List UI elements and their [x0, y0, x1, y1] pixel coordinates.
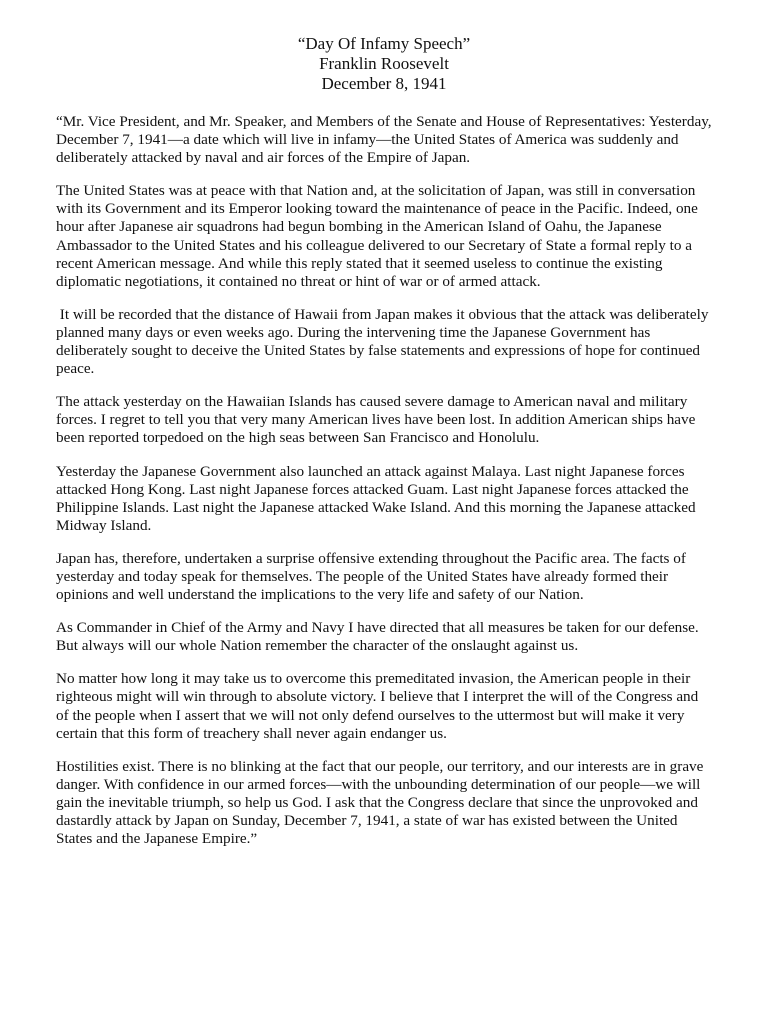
speech-body: [56, 113, 712, 848]
paragraph-1: “Mr. Vice President, and Mr. Speaker, and Members of the Senate and House of Representatives: Yesterday, December 7, 1941—a date which will live in infamy—the United States of America was suddenly and deliberately attacked by naval and air forces of the Empire of Japan.: [56, 113, 712, 167]
document-title: “Day Of Infamy Speech”: [297, 34, 471, 53]
document-date: December 8, 1941: [321, 74, 447, 93]
paragraph-4: The attack yesterday on the Hawaiian Islands has caused severe damage to American naval and military forces. I regret to tell you that very many American lives have been lost. In addition American ships have been reported torpedoed on the high seas between San Francisco and Honolulu.: [56, 393, 696, 447]
paragraph-2: The United States was at peace with that Nation and, at the solicitation of Japan, was still in conversation with its Government and its Emperor looking toward the maintenance of peace in the Pacific. Indeed, one hour after Japanese air squadrons had begun bombing in the American Island of Oahu, the Japanese Ambassador to the United States and his colleague delivered to our Secretary of State a formal reply to a recent American message. And while this reply stated that it seemed useless to continue the existing diplomatic negotiations, it contained no threat or hint of war or of armed attack.: [56, 182, 698, 290]
document-author: Franklin Roosevelt: [319, 54, 449, 73]
paragraph-7: As Commander in Chief of the Army and Navy I have directed that all measures be taken for our defense. But always will our whole Nation remember the character of the onslaught against us.: [56, 619, 699, 655]
paragraph-6: Japan has, therefore, undertaken a surprise offensive extending throughout the Pacific area. The facts of yesterday and today speak for themselves. The people of the United States have already formed their opinions and well understand the implications to the very life and safety of our Nation.: [56, 549, 686, 604]
paragraph-8: No matter how long it may take us to overcome this premeditated invasion, the American people in their righteous might will win through to absolute victory. I believe that I interpret the will of the Congress and of the people when I assert that we will not only defend ourselves to the uttermost but will make it very certain that this form of treachery shall never again endanger us.: [56, 670, 699, 742]
paragraph-5: Yesterday the Japanese Government also launched an attack against Malaya. Last night Japanese forces attacked Hong Kong. Last night Japanese forces attacked Guam. Last night Japanese forces attacked the Philippine Islands. Last night the Japanese attacked Wake Island. And this morning the Japanese attacked Midway Island.: [56, 462, 696, 534]
paragraph-9: Hostilities exist. There is no blinking at the fact that our people, our territory, and our interests are in grave danger. With confidence in our armed forces—with the unbounding determination of our people—we will gain the inevitable triumph, so help us God. I ask that the Congress declare that since the unprovoked and dastardly attack by Japan on Sunday, December 7, 1941, a state of war has existed between the United States and the Japanese Empire.”: [56, 757, 704, 848]
paragraph-3: It will be recorded that the distance of Hawaii from Japan makes it obvious that the attack was deliberately planned many days or even weeks ago. During the intervening time the Japanese Government has deliberately sought to deceive the United States by false statements and expressions of hope for continued peace.: [56, 305, 713, 378]
document-header: [56, 34, 712, 94]
